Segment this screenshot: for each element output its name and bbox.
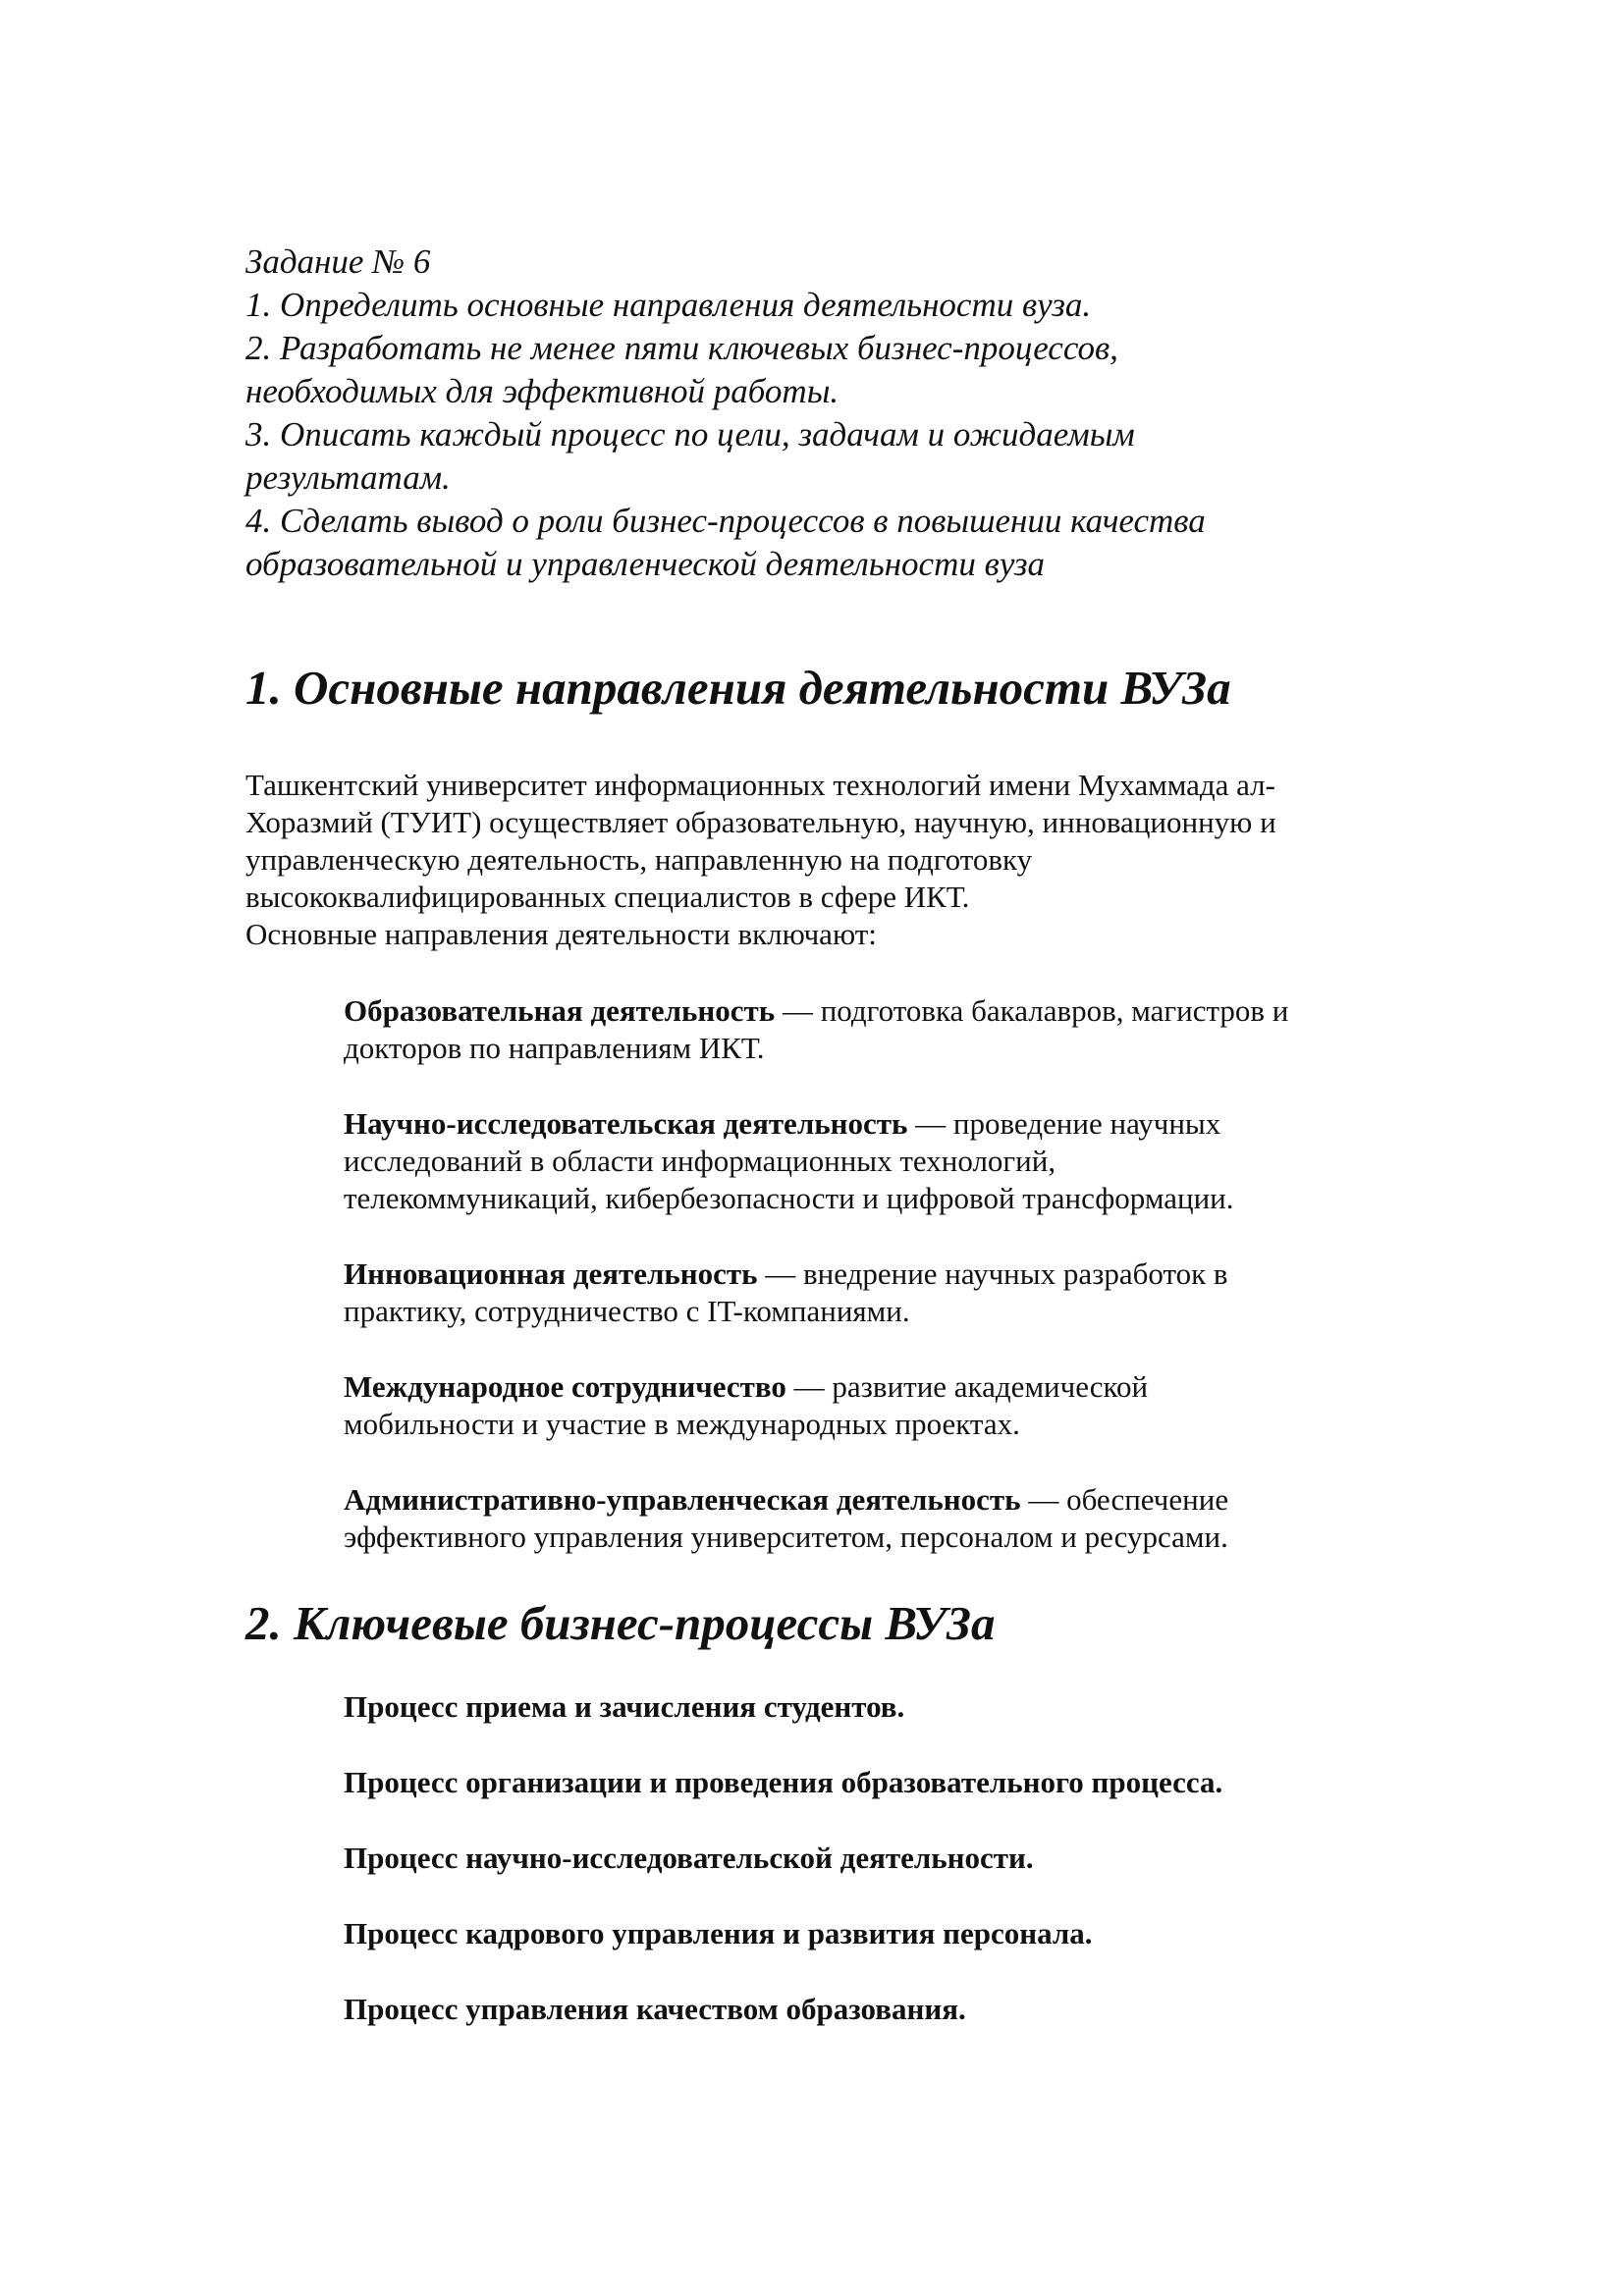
intro-line: Хоразмий (ТУИТ) осуществляет образовательную, научную, инновационную и: [245, 805, 1276, 839]
process-item: Процесс управления качеством образования.: [344, 1992, 966, 2026]
activity-term: Образовательная деятельность: [344, 993, 776, 1028]
activity-description-line: телекоммуникаций, кибербезопасности и цифровой трансформации.: [344, 1181, 1234, 1215]
section-1-intro: [245, 767, 1394, 953]
activity-description: — развитие академической: [785, 1369, 1149, 1404]
task-line: 1. Определить основные направления деятельности вуза.: [245, 286, 1092, 324]
activity-description: — проведение научных: [907, 1106, 1221, 1141]
document-page: [245, 240, 1394, 2066]
activity-first-line: [344, 1368, 1394, 1406]
task-line: 3. Описать каждый процесс по цели, задачам и ожидаемым: [245, 415, 1135, 454]
task-title: Задание № 6: [245, 242, 431, 281]
activity-item: [344, 1481, 1394, 1556]
activity-description: — подготовка бакалавров, магистров и: [775, 993, 1289, 1028]
activity-item: [344, 992, 1394, 1067]
process-item: Процесс научно-исследовательской деятельности.: [344, 1841, 1034, 1875]
intro-line: высококвалифицированных специалистов в сфере ИКТ.: [245, 880, 970, 914]
activity-term: Инновационная деятельность: [344, 1256, 758, 1291]
task-line: 2. Разработать не менее пяти ключевых бизнес-процессов,: [245, 329, 1118, 367]
activity-term: Научно-исследовательская деятельность: [344, 1106, 908, 1141]
task-line: 4. Сделать вывод о роли бизнес-процессов в повышении качества: [245, 502, 1206, 540]
activity-description-line: исследований в области информационных технологий,: [344, 1144, 1056, 1178]
intro-line: Ташкентский университет информационных технологий имени Мухаммада ал-: [245, 768, 1275, 802]
activity-first-line: [344, 1481, 1394, 1519]
activity-term: Административно-управленческая деятельность: [344, 1482, 1021, 1517]
activity-description: — обеспечение: [1020, 1482, 1229, 1517]
intro-line: управленческую деятельность, направленную на подготовку: [245, 842, 1033, 877]
activity-item: [344, 1368, 1394, 1443]
task-line: образовательной и управленческой деятельности вуза: [245, 545, 1046, 583]
activity-description-line: практику, сотрудничество с IT-компаниями.: [344, 1294, 910, 1328]
task-block: [245, 240, 1394, 586]
process-item: Процесс кадрового управления и развития персонала.: [344, 1916, 1093, 1950]
activities-list: [344, 992, 1394, 1556]
activity-description: — внедрение научных разработок в: [757, 1256, 1228, 1291]
task-line: необходимых для эффективной работы.: [245, 372, 839, 410]
activity-first-line: [344, 992, 1394, 1030]
activity-first-line: [344, 1255, 1394, 1293]
task-line: результатам.: [245, 458, 451, 497]
intro-line: Основные направления деятельности включают:: [245, 917, 877, 951]
activity-description-line: мобильности и участие в международных проектах.: [344, 1407, 1020, 1441]
section-1-heading: 1. Основные направления деятельности ВУЗа: [245, 661, 1231, 715]
activity-description-line: эффективного управления университетом, персоналом и ресурсами.: [344, 1520, 1228, 1554]
activity-item: [344, 1105, 1394, 1217]
processes-list: [344, 1688, 1394, 2028]
process-item: Процесс организации и проведения образовательного процесса.: [344, 1765, 1223, 1799]
activity-term: Международное сотрудничество: [344, 1369, 786, 1404]
process-item: Процесс приема и зачисления студентов.: [344, 1689, 905, 1724]
activity-first-line: [344, 1105, 1394, 1143]
activity-item: [344, 1255, 1394, 1330]
activity-description-line: докторов по направлениям ИКТ.: [344, 1031, 765, 1065]
section-2-heading: 2. Ключевые бизнес-процессы ВУЗа: [245, 1596, 996, 1650]
